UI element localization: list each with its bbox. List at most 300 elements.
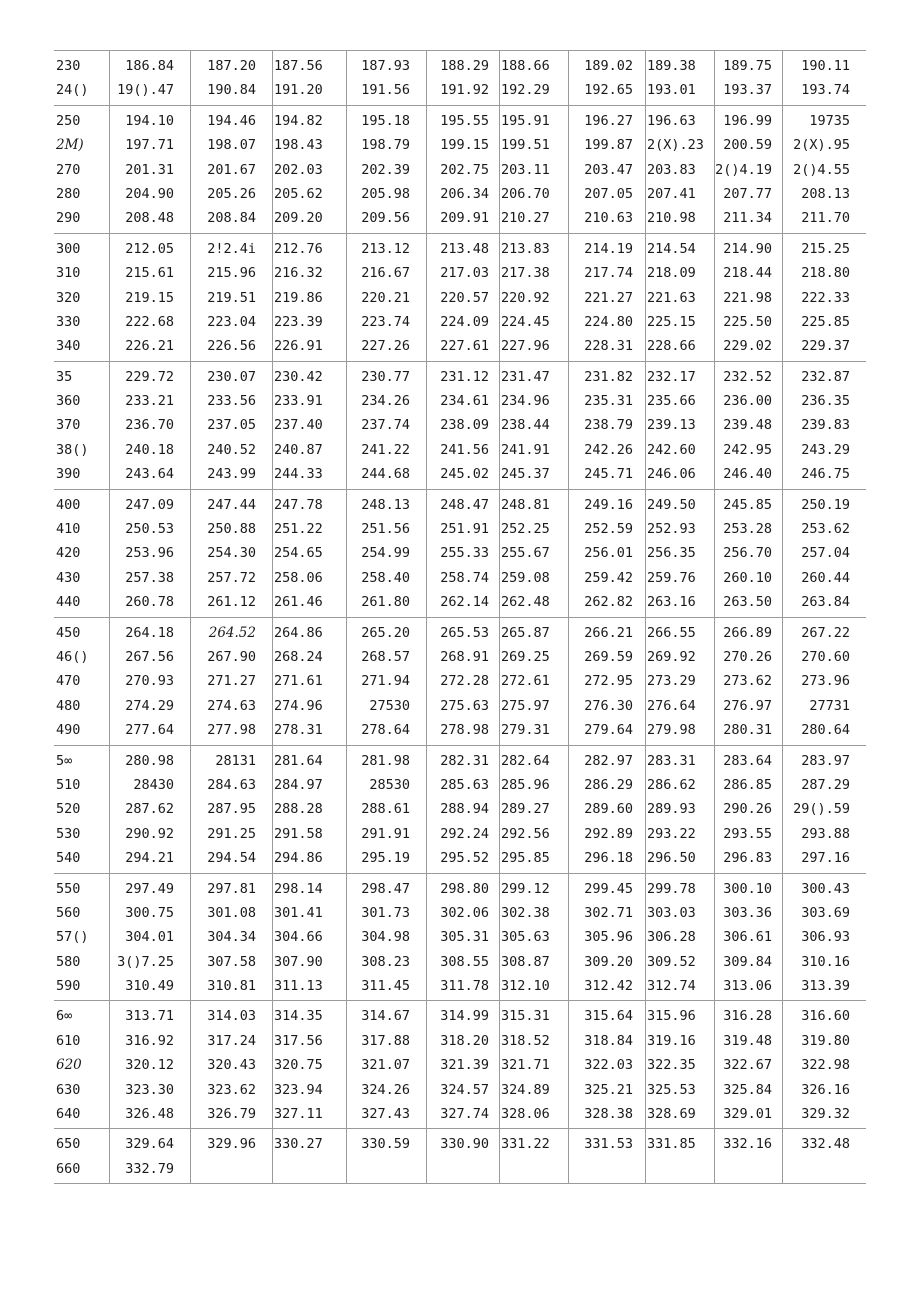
row-label-cell: 340 — [56, 338, 81, 355]
table-cell: 301.41 — [274, 904, 323, 921]
table-cell: 256.01 — [584, 545, 633, 562]
value-column — [568, 874, 645, 1001]
value-column — [109, 234, 190, 361]
table-cell: 219.15 — [125, 289, 174, 306]
table-cell: 329.96 — [207, 1136, 256, 1153]
value-column — [499, 51, 568, 105]
table-cell: 300.43 — [801, 880, 850, 897]
table-cell: 248.81 — [501, 496, 550, 513]
value-column — [499, 106, 568, 233]
table-cell: 330.27 — [274, 1136, 323, 1153]
value-column — [190, 874, 272, 1001]
table-cell: 258.06 — [274, 569, 323, 586]
value-column — [645, 874, 714, 1001]
value-column — [499, 362, 568, 489]
value-column — [714, 1129, 782, 1183]
table-cell: 195.91 — [501, 112, 550, 129]
table-cell: 262.14 — [440, 594, 489, 611]
table-cell: 332.79 — [125, 1160, 174, 1177]
table-cell: 261.80 — [361, 594, 410, 611]
table-cell: 220.21 — [361, 289, 410, 306]
table-cell: 315.64 — [584, 1008, 633, 1025]
value-column — [190, 106, 272, 233]
value-column — [782, 1001, 866, 1128]
table-cell: 268.57 — [361, 648, 410, 665]
value-column — [782, 234, 866, 361]
value-column — [568, 1001, 645, 1128]
table-cell: 233.21 — [125, 393, 174, 410]
table-cell: 325.53 — [647, 1081, 696, 1098]
table-cell: 305.63 — [501, 929, 550, 946]
table-cell: 239.13 — [647, 417, 696, 434]
table-cell: 283.31 — [647, 752, 696, 769]
table-cell: 196.99 — [723, 112, 772, 129]
table-cell: 304.66 — [274, 929, 323, 946]
table-cell: 263.84 — [801, 594, 850, 611]
row-label-cell: 560 — [56, 904, 81, 921]
row-label-cell: 490 — [56, 722, 81, 739]
table-cell: 217.03 — [440, 265, 489, 282]
row-label-cell: 38() — [56, 441, 89, 458]
table-cell: 214.54 — [647, 240, 696, 257]
table-cell: 312.10 — [501, 978, 550, 995]
table-cell: 241.22 — [361, 441, 410, 458]
table-cell: 264.52 — [208, 624, 256, 641]
table-cell: 213.48 — [440, 240, 489, 257]
table-cell: 320.12 — [125, 1057, 174, 1074]
table-cell: 226.21 — [125, 338, 174, 355]
table-cell: 207.41 — [647, 185, 696, 202]
table-cell: 305.31 — [440, 929, 489, 946]
table-cell: 247.78 — [274, 496, 323, 513]
table-cell: 269.92 — [647, 648, 696, 665]
table-cell: 228.31 — [584, 338, 633, 355]
table-cell: 266.89 — [723, 624, 772, 641]
table-cell: 303.36 — [723, 904, 772, 921]
table-cell: 218.09 — [647, 265, 696, 282]
table-cell: 297.49 — [125, 880, 174, 897]
table-cell: 230.77 — [361, 368, 410, 385]
row-label-cell: 480 — [56, 697, 81, 714]
table-cell: 211.70 — [801, 210, 850, 227]
table-cell: 223.04 — [207, 313, 256, 330]
table-cell: 329.64 — [125, 1136, 174, 1153]
value-column — [109, 51, 190, 105]
table-cell: 310.49 — [125, 978, 174, 995]
value-column — [346, 746, 426, 873]
table-cell: 210.27 — [501, 210, 550, 227]
table-cell: 293.55 — [723, 825, 772, 842]
table-cell: 274.63 — [207, 697, 256, 714]
table-cell: 253.28 — [723, 521, 772, 538]
table-cell: 191.56 — [361, 82, 410, 99]
table-cell: 237.74 — [361, 417, 410, 434]
table-cell: 251.22 — [274, 521, 323, 538]
table-cell: 249.16 — [584, 496, 633, 513]
value-column — [272, 362, 346, 489]
value-column — [109, 490, 190, 617]
table-cell — [569, 1157, 633, 1181]
table-cell: 289.93 — [647, 801, 696, 818]
value-column — [714, 51, 782, 105]
value-column — [499, 490, 568, 617]
table-cell: 232.17 — [647, 368, 696, 385]
table-cell: 238.09 — [440, 417, 489, 434]
table-cell: 202.39 — [361, 161, 410, 178]
table-cell: 233.91 — [274, 393, 323, 410]
value-column — [272, 1001, 346, 1128]
table-cell: 247.44 — [207, 496, 256, 513]
table-cell: 306.61 — [723, 929, 772, 946]
table-cell: 220.92 — [501, 289, 550, 306]
table-cell: 187.56 — [274, 58, 323, 74]
row-label-cell: 540 — [56, 850, 81, 867]
table-cell: 315.31 — [501, 1008, 550, 1025]
table-cell: 310.81 — [207, 978, 256, 995]
table-cell: 224.09 — [440, 313, 489, 330]
row-label-cell: 400 — [56, 496, 81, 513]
table-cell — [427, 1157, 489, 1181]
table-cell: 290.26 — [723, 801, 772, 818]
table-cell: 268.91 — [440, 648, 489, 665]
table-cell: 316.28 — [723, 1008, 772, 1025]
table-cell: 294.54 — [207, 850, 256, 867]
table-cell: 189.02 — [584, 58, 633, 74]
table-cell: 189.75 — [723, 58, 772, 74]
table-row-group — [54, 1001, 866, 1129]
row-label-cell: 290 — [56, 210, 81, 227]
table-cell: 208.13 — [801, 185, 850, 202]
table-cell: 323.30 — [125, 1081, 174, 1098]
table-cell: 318.84 — [584, 1032, 633, 1049]
table-cell: 265.20 — [361, 624, 410, 641]
value-column — [272, 490, 346, 617]
value-column — [714, 1001, 782, 1128]
value-column — [190, 490, 272, 617]
table-cell: 271.94 — [361, 673, 410, 690]
table-cell: 250.53 — [125, 521, 174, 538]
table-cell: 303.03 — [647, 904, 696, 921]
table-cell: 199.15 — [440, 137, 489, 154]
table-cell: 229.37 — [801, 338, 850, 355]
table-cell: 300.10 — [723, 880, 772, 897]
table-cell: 330.59 — [361, 1136, 410, 1153]
table-cell: 332.16 — [723, 1136, 772, 1153]
value-column — [346, 51, 426, 105]
table-cell: 231.82 — [584, 368, 633, 385]
table-cell: 304.01 — [125, 929, 174, 946]
row-label-cell: 5∞ — [56, 752, 73, 769]
table-cell: 287.62 — [125, 801, 174, 818]
row-label-cell: 510 — [56, 776, 81, 793]
table-cell: 293.22 — [647, 825, 696, 842]
table-cell: 277.98 — [207, 722, 256, 739]
table-cell: 203.83 — [647, 161, 696, 178]
temperature-column — [54, 746, 109, 873]
table-cell: 257.38 — [125, 569, 174, 586]
table-cell: 239.48 — [723, 417, 772, 434]
table-cell: 299.45 — [584, 880, 633, 897]
value-column — [645, 51, 714, 105]
table-cell: 28530 — [369, 776, 410, 793]
table-cell: 295.85 — [501, 850, 550, 867]
value-column — [190, 746, 272, 873]
table-cell: 242.60 — [647, 441, 696, 458]
table-cell: 240.18 — [125, 441, 174, 458]
table-cell: 284.63 — [207, 776, 256, 793]
table-cell: 302.38 — [501, 904, 550, 921]
table-cell: 267.22 — [801, 624, 850, 641]
table-cell: 242.26 — [584, 441, 633, 458]
table-cell: 2(X).23 — [647, 137, 704, 154]
table-cell: 256.35 — [647, 545, 696, 562]
temperature-column — [54, 51, 109, 105]
value-column — [645, 490, 714, 617]
table-cell: 305.96 — [584, 929, 633, 946]
table-cell: 314.35 — [274, 1008, 323, 1025]
value-column — [714, 362, 782, 489]
table-cell: 252.25 — [501, 521, 550, 538]
table-cell: 329.01 — [723, 1106, 772, 1123]
value-column — [645, 234, 714, 361]
value-column — [109, 106, 190, 233]
table-cell: 199.51 — [501, 137, 550, 154]
table-cell: 224.45 — [501, 313, 550, 330]
table-cell: 242.95 — [723, 441, 772, 458]
row-label-cell: 590 — [56, 978, 81, 995]
table-cell: 276.30 — [584, 697, 633, 714]
table-cell: 307.90 — [274, 953, 323, 970]
table-cell: 262.48 — [501, 594, 550, 611]
table-cell: 296.50 — [647, 850, 696, 867]
table-cell: 19735 — [809, 112, 850, 129]
value-column — [645, 362, 714, 489]
table-cell: 186.84 — [125, 58, 174, 74]
table-cell: 188.29 — [440, 58, 489, 74]
table-cell: 238.44 — [501, 417, 550, 434]
table-cell: 2(X).95 — [793, 137, 850, 154]
table-cell: 282.97 — [584, 752, 633, 769]
value-column — [190, 1129, 272, 1183]
table-cell: 187.20 — [207, 58, 256, 74]
table-cell: 219.86 — [274, 289, 323, 306]
value-column — [645, 1129, 714, 1183]
table-cell: 289.60 — [584, 801, 633, 818]
table-cell: 195.18 — [361, 112, 410, 129]
value-column — [426, 106, 499, 233]
table-cell: 308.55 — [440, 953, 489, 970]
table-cell: 235.66 — [647, 393, 696, 410]
temperature-column — [54, 874, 109, 1001]
value-column — [426, 618, 499, 745]
table-cell: 292.24 — [440, 825, 489, 842]
table-cell: 265.53 — [440, 624, 489, 641]
table-cell: 266.21 — [584, 624, 633, 641]
table-cell: 217.38 — [501, 265, 550, 282]
table-cell: 259.42 — [584, 569, 633, 586]
table-cell: 232.52 — [723, 368, 772, 385]
value-column — [426, 1001, 499, 1128]
table-cell: 213.12 — [361, 240, 410, 257]
table-cell: 317.88 — [361, 1032, 410, 1049]
table-cell — [783, 1157, 850, 1181]
table-cell: 311.13 — [274, 978, 323, 995]
table-cell: 269.59 — [584, 648, 633, 665]
table-cell: 279.98 — [647, 722, 696, 739]
row-label-cell: 320 — [56, 289, 81, 306]
table-cell: 297.16 — [801, 850, 850, 867]
table-cell: 189.38 — [647, 58, 696, 74]
value-column — [346, 234, 426, 361]
table-cell: 272.61 — [501, 673, 550, 690]
table-cell: 227.61 — [440, 338, 489, 355]
table-cell: 280.64 — [801, 722, 850, 739]
table-cell: 299.78 — [647, 880, 696, 897]
table-cell: 322.35 — [647, 1057, 696, 1074]
table-cell: 281.98 — [361, 752, 410, 769]
row-label-cell: 430 — [56, 569, 81, 586]
temperature-column — [54, 1129, 109, 1183]
table-cell: 273.29 — [647, 673, 696, 690]
table-cell: 213.83 — [501, 240, 550, 257]
table-cell: 279.64 — [584, 722, 633, 739]
table-cell: 289.27 — [501, 801, 550, 818]
table-cell: 245.71 — [584, 466, 633, 483]
table-cell: 253.62 — [801, 521, 850, 538]
table-cell: 292.56 — [501, 825, 550, 842]
table-cell: 325.21 — [584, 1081, 633, 1098]
table-cell: 28430 — [133, 776, 174, 793]
table-cell: 209.20 — [274, 210, 323, 227]
table-cell: 290.92 — [125, 825, 174, 842]
value-column — [190, 362, 272, 489]
row-label-cell: 410 — [56, 521, 81, 538]
table-cell: 205.62 — [274, 185, 323, 202]
table-cell: 326.79 — [207, 1106, 256, 1123]
table-cell — [647, 1157, 714, 1181]
table-cell: 307.58 — [207, 953, 256, 970]
row-label-cell: 620 — [56, 1057, 82, 1074]
table-cell: 252.59 — [584, 521, 633, 538]
row-label-cell: 640 — [56, 1106, 81, 1123]
temperature-column — [54, 362, 109, 489]
value-column — [782, 618, 866, 745]
table-cell: 251.56 — [361, 521, 410, 538]
table-cell: 205.26 — [207, 185, 256, 202]
value-column — [190, 234, 272, 361]
table-cell: 197.71 — [125, 137, 174, 154]
table-cell: 258.40 — [361, 569, 410, 586]
table-cell: 217.74 — [584, 265, 633, 282]
table-cell: 308.23 — [361, 953, 410, 970]
table-cell: 27731 — [809, 697, 850, 714]
row-label-cell: 330 — [56, 313, 81, 330]
table-cell: 193.74 — [801, 82, 850, 99]
table-cell — [191, 1157, 256, 1181]
table-cell: 278.64 — [361, 722, 410, 739]
table-cell: 317.56 — [274, 1032, 323, 1049]
table-cell: 297.81 — [207, 880, 256, 897]
table-cell: 315.96 — [647, 1008, 696, 1025]
table-cell: 263.50 — [723, 594, 772, 611]
table-cell: 259.08 — [501, 569, 550, 586]
value-column — [346, 362, 426, 489]
table-cell: 320.75 — [274, 1057, 323, 1074]
table-cell: 193.37 — [723, 82, 772, 99]
table-cell: 318.20 — [440, 1032, 489, 1049]
table-cell: 236.00 — [723, 393, 772, 410]
table-cell: 202.03 — [274, 161, 323, 178]
row-label-cell: 24() — [56, 82, 89, 99]
table-cell: 285.96 — [501, 776, 550, 793]
table-cell: 298.80 — [440, 880, 489, 897]
table-cell: 214.19 — [584, 240, 633, 257]
table-cell: 295.19 — [361, 850, 410, 867]
value-column — [190, 51, 272, 105]
table-cell: 198.43 — [274, 137, 323, 154]
table-cell: 249.50 — [647, 496, 696, 513]
value-column — [109, 874, 190, 1001]
table-cell: 198.79 — [361, 137, 410, 154]
table-cell: 198.07 — [207, 137, 256, 154]
table-cell: 194.10 — [125, 112, 174, 129]
table-cell: 208.84 — [207, 210, 256, 227]
value-column — [782, 51, 866, 105]
table-cell: 266.55 — [647, 624, 696, 641]
table-cell: 283.97 — [801, 752, 850, 769]
table-cell — [501, 1157, 568, 1181]
table-cell: 274.29 — [125, 697, 174, 714]
value-column — [272, 874, 346, 1001]
table-cell: 234.96 — [501, 393, 550, 410]
table-cell: 300.75 — [125, 904, 174, 921]
table-cell: 27530 — [369, 697, 410, 714]
table-cell: 287.29 — [801, 776, 850, 793]
table-cell: 306.28 — [647, 929, 696, 946]
table-cell: 325.84 — [723, 1081, 772, 1098]
table-cell: 273.96 — [801, 673, 850, 690]
table-cell: 317.24 — [207, 1032, 256, 1049]
row-label-cell: 470 — [56, 673, 81, 690]
table-cell: 281.64 — [274, 752, 323, 769]
row-label-cell: 230 — [56, 58, 81, 74]
table-row-group — [54, 1129, 866, 1183]
table-cell: 316.60 — [801, 1008, 850, 1025]
table-cell: 270.26 — [723, 648, 772, 665]
value-column — [272, 1129, 346, 1183]
table-cell: 282.31 — [440, 752, 489, 769]
table-cell: 244.68 — [361, 466, 410, 483]
table-cell: 291.58 — [274, 825, 323, 842]
table-cell: 257.72 — [207, 569, 256, 586]
table-cell: 225.85 — [801, 313, 850, 330]
table-cell: 225.50 — [723, 313, 772, 330]
table-cell: 231.47 — [501, 368, 550, 385]
table-cell: 192.65 — [584, 82, 633, 99]
table-cell: 329.32 — [801, 1106, 850, 1123]
value-column — [714, 234, 782, 361]
table-cell: 324.26 — [361, 1081, 410, 1098]
row-label-cell: 630 — [56, 1081, 81, 1098]
table-cell: 246.40 — [723, 466, 772, 483]
value-column — [426, 874, 499, 1001]
table-cell: 264.86 — [274, 624, 323, 641]
table-cell: 221.98 — [723, 289, 772, 306]
value-column — [499, 874, 568, 1001]
table-cell: 310.16 — [801, 953, 850, 970]
row-label-cell: 250 — [56, 112, 81, 129]
table-cell: 192.29 — [501, 82, 550, 99]
